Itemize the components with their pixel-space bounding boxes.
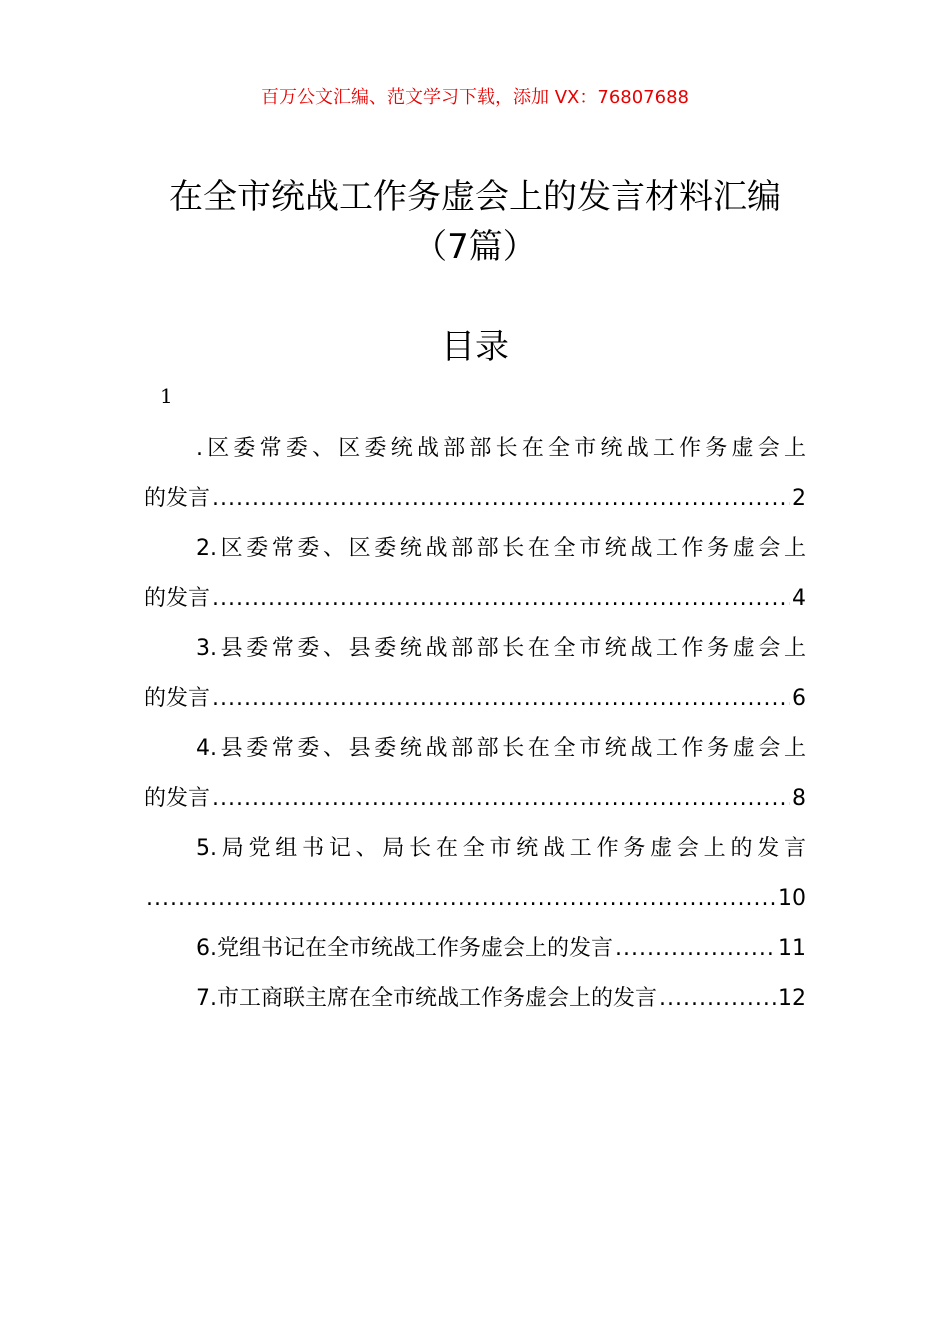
document-title <box>0 172 950 272</box>
toc-entry[interactable] <box>144 824 806 924</box>
toc-page-number: 4 <box>792 586 806 611</box>
toc-entry[interactable] <box>144 524 806 624</box>
toc-dot-leader <box>212 674 790 724</box>
toc-entry-title-line <box>144 824 806 874</box>
toc-entry[interactable] <box>144 424 806 524</box>
toc-dot-leader <box>659 974 776 1024</box>
toc-entry-title-line <box>144 524 806 574</box>
toc-entry-title-line <box>144 624 806 674</box>
toc-entry-title: 5.局党组书记、局长在全市统战工作务虚会上的发言 <box>196 836 806 861</box>
toc-entry-title: 4.县委常委、县委统战部部长在全市统战工作务虚会上 <box>196 736 806 761</box>
toc-entry-title: 2.区委常委、区委统战部部长在全市统战工作务虚会上 <box>196 536 806 561</box>
toc-entry-title: 7.市工商联主席在全市统战工作务虚会上的发言 <box>196 986 657 1011</box>
toc-entry-title-line <box>144 724 806 774</box>
toc-entry[interactable] <box>144 624 806 724</box>
toc-page-number: 6 <box>792 686 806 711</box>
toc-entry-leader-line <box>144 674 806 724</box>
table-of-contents <box>144 424 806 1024</box>
toc-entry-leader-line <box>144 974 806 1024</box>
toc-entry-leader-line <box>144 574 806 624</box>
toc-stray-number: 1 <box>160 384 173 408</box>
toc-page-number: 10 <box>778 886 806 911</box>
toc-page-number: 2 <box>792 486 806 511</box>
toc-entry-title: 3.县委常委、县委统战部部长在全市统战工作务虚会上 <box>196 636 806 661</box>
toc-dot-leader <box>212 574 790 624</box>
toc-entry-title: 6.党组书记在全市统战工作务虚会上的发言 <box>196 936 613 961</box>
toc-entry[interactable] <box>144 974 806 1024</box>
toc-dot-leader <box>615 924 776 974</box>
toc-heading: 目录 <box>441 327 509 367</box>
toc-page-number: 12 <box>778 986 806 1011</box>
toc-entry-leader-line <box>144 774 806 824</box>
toc-entry-title-continued: 的发言 <box>144 786 211 811</box>
toc-entry-leader-line <box>144 924 806 974</box>
toc-dot-leader <box>212 774 790 824</box>
toc-entry-title-continued: 的发言 <box>144 486 211 511</box>
toc-entry-title-continued: 的发言 <box>144 686 211 711</box>
toc-entry-title-line <box>144 424 806 474</box>
document-title-line-2: （7篇） <box>413 227 537 267</box>
toc-entry-title-continued: 的发言 <box>144 586 211 611</box>
toc-dot-leader <box>146 874 776 924</box>
toc-dot-leader <box>212 474 790 524</box>
toc-entry[interactable] <box>144 724 806 824</box>
toc-entry[interactable] <box>144 924 806 974</box>
toc-entry-leader-line <box>144 474 806 524</box>
toc-page-number: 11 <box>778 936 806 961</box>
header-note: 百万公文汇编、范文学习下载，添加 VX：76807688 <box>261 87 689 108</box>
toc-page-number: 8 <box>792 786 806 811</box>
document-title-line-1: 在全市统战工作务虚会上的发言材料汇编 <box>169 177 781 217</box>
toc-entry-leader-line <box>144 874 806 924</box>
toc-entry-title: .区委常委、区委统战部部长在全市统战工作务虚会上 <box>196 436 806 461</box>
